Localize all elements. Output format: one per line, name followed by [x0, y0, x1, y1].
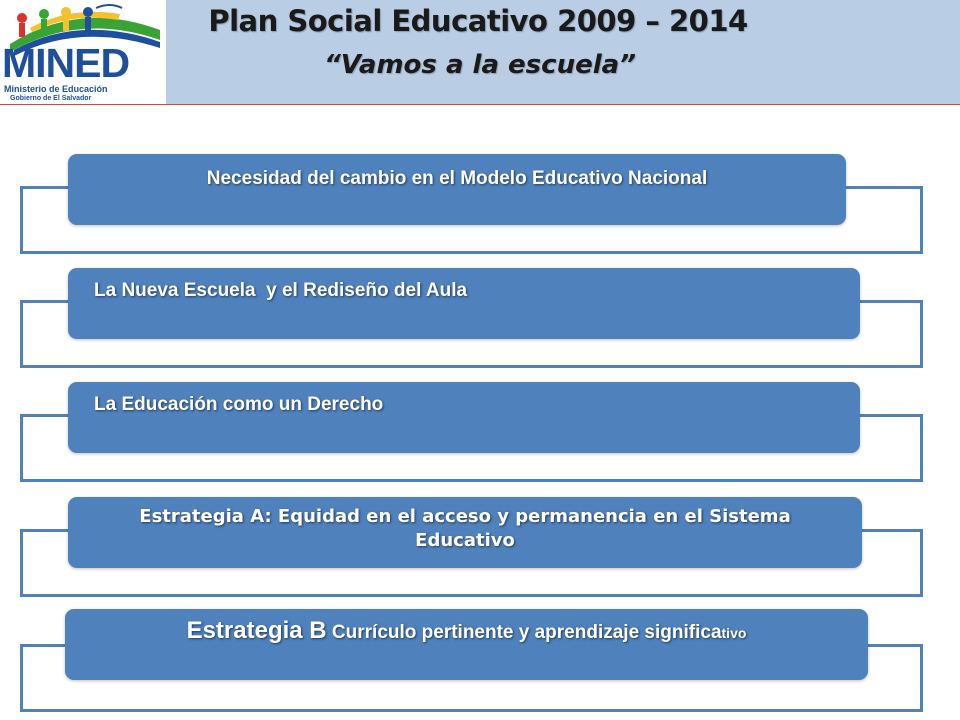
page-subtitle: “Vamos a la escuela” — [324, 50, 636, 80]
header-banner — [0, 0, 960, 105]
list-item-label-main: Currículo pertinente y aprendizaje significa — [326, 622, 722, 643]
list-item-label: La Nueva Escuela y el Rediseño del Aula — [94, 280, 468, 301]
list-item — [68, 268, 860, 339]
list-item — [68, 497, 862, 568]
page-title: Plan Social Educativo 2009 – 2014 — [208, 4, 748, 38]
logo-government-text: Gobierno de El Salvador — [10, 95, 92, 102]
list-item-label: Necesidad del cambio en el Modelo Educativo Nacional — [206, 168, 708, 189]
list-item-label — [65, 617, 868, 645]
list-item-label: La Educación como un Derecho — [94, 394, 384, 415]
list-item-label-tail: tivo — [721, 625, 747, 641]
logo-brand-text: MINED — [2, 40, 130, 86]
logo-ministry-text: Ministerio de Educación — [4, 84, 108, 94]
list-item — [65, 609, 868, 680]
list-item-label-strong: Estrategia B — [186, 617, 327, 644]
list-item — [68, 154, 846, 225]
mined-logo — [0, 0, 166, 104]
list-item — [68, 382, 860, 453]
list-item-label: Estrategia A: Equidad en el acceso y permanencia en el Sistema Educativo — [139, 506, 791, 551]
